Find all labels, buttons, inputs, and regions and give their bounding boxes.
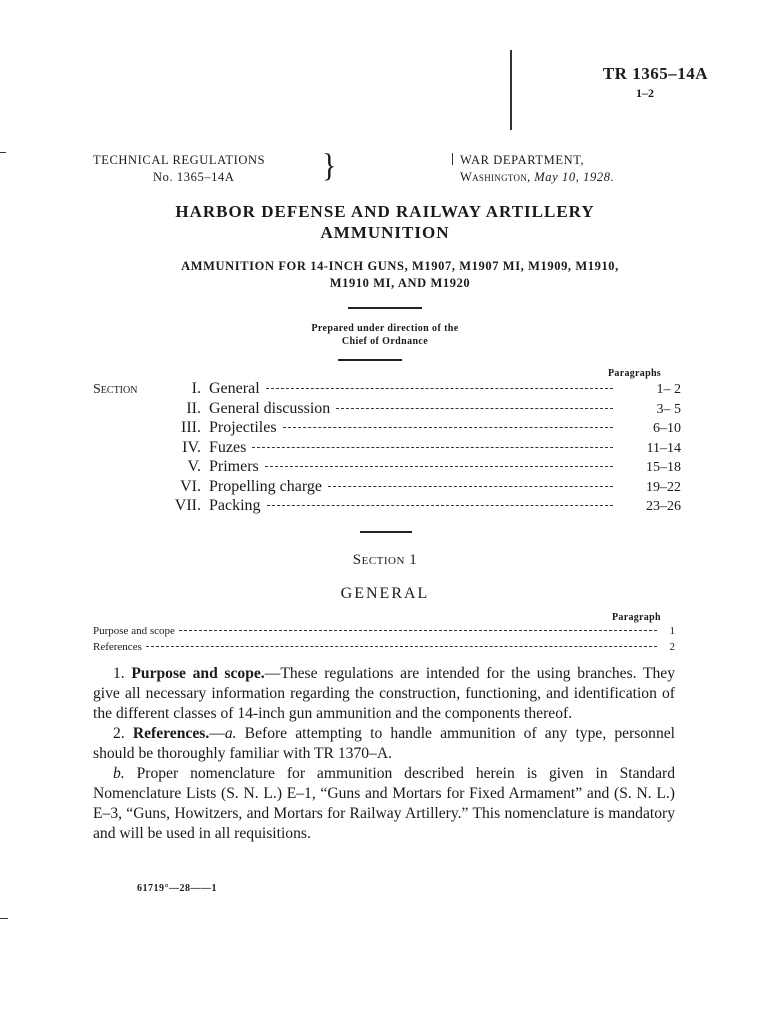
section-item-title: References bbox=[93, 641, 142, 653]
toc-roman: III. bbox=[181, 419, 201, 436]
section-item-paragraph: 1 bbox=[669, 625, 675, 637]
paragraph-dash: — bbox=[209, 725, 225, 742]
paragraph-number: 2. bbox=[113, 725, 125, 742]
toc-row bbox=[93, 458, 681, 478]
section-name: GENERAL bbox=[340, 585, 430, 602]
leader-dots bbox=[252, 447, 613, 448]
leader-dots bbox=[179, 630, 657, 631]
main-title-line2: AMMUNITION bbox=[320, 223, 450, 242]
paragraph-2b bbox=[93, 764, 675, 844]
toc-roman: VI. bbox=[180, 477, 201, 495]
regulation-label bbox=[93, 152, 265, 186]
leader-dots bbox=[328, 486, 613, 487]
department-name: WAR DEPARTMENT, bbox=[460, 153, 585, 167]
department-location bbox=[460, 169, 614, 186]
leader-dots bbox=[146, 646, 657, 647]
issue-date: May 10, 1928. bbox=[534, 170, 615, 184]
leader-dots bbox=[265, 466, 613, 467]
regulation-type: TECHNICAL REGULATIONS bbox=[93, 153, 266, 167]
page-number: 1–2 bbox=[636, 86, 654, 100]
leader-dots bbox=[266, 388, 613, 389]
table-of-contents bbox=[93, 380, 681, 517]
paragraph-text: —These regulations are intended for the using branches. They give all necessary information regarding the construction, functioning, and identification of the different classes of 14-inch gun ammunition and the components thereof. bbox=[93, 665, 675, 722]
leader-dots bbox=[336, 408, 613, 409]
toc-title: General bbox=[209, 380, 260, 397]
toc-title: General discussion bbox=[209, 399, 331, 417]
section-column-header: Paragraph bbox=[612, 612, 661, 623]
section-contents-row bbox=[93, 625, 675, 641]
toc-title: Projectiles bbox=[209, 419, 277, 436]
sub-title-line2: M1910 MI, AND M1920 bbox=[329, 276, 471, 290]
paragraph-text: Proper nomenclature for ammunition described herein is given in Standard Nomenclature Lists (S. N. L.) E–1, “Guns and Mortars for Fixed Armament” and (S. N. L.) E–3, “Guns, Howitzers, and Mortars for Railway Artillery.” This nomenclature is mandatory and will be used in all requisitions. bbox=[93, 765, 675, 842]
main-title bbox=[0, 201, 770, 243]
toc-paragraphs: 3– 5 bbox=[656, 401, 681, 417]
leader-dots bbox=[283, 427, 613, 428]
paragraph-heading: Purpose and scope. bbox=[131, 665, 265, 682]
toc-paragraphs: 19–22 bbox=[646, 479, 681, 495]
toc-row bbox=[93, 478, 681, 498]
body-text bbox=[93, 664, 675, 844]
subparagraph-letter: a. bbox=[224, 725, 237, 742]
toc-paragraphs: 23–26 bbox=[646, 499, 681, 514]
prepared-note bbox=[0, 322, 770, 348]
scan-mark bbox=[0, 918, 8, 919]
toc-paragraphs: 11–14 bbox=[646, 440, 681, 456]
toc-roman: V. bbox=[187, 458, 201, 475]
section-item-paragraph: 2 bbox=[669, 641, 675, 653]
section-contents-row bbox=[93, 641, 675, 657]
scan-mark-vertical bbox=[510, 50, 512, 130]
brace-glyph: } bbox=[322, 147, 337, 184]
department-block bbox=[460, 152, 614, 186]
header-divider bbox=[452, 153, 453, 165]
paragraph-text: Before attempting to handle ammunition of any type, personnel should be thoroughly familiar with TR 1370–A. bbox=[93, 725, 676, 762]
toc-paragraphs: 1– 2 bbox=[656, 382, 681, 397]
main-title-line1: HARBOR DEFENSE AND RAILWAY ARTILLERY bbox=[175, 202, 595, 221]
paragraph-number: 1. bbox=[113, 665, 125, 682]
subparagraph-letter: b. bbox=[113, 765, 125, 782]
paragraph-2 bbox=[93, 724, 675, 764]
section-item-title: Purpose and scope bbox=[93, 625, 175, 637]
sub-title-line1: AMMUNITION FOR 14-INCH GUNS, M1907, M1907 MI, M1909, M1910, bbox=[181, 259, 619, 273]
toc-row bbox=[93, 439, 681, 459]
prepared-line1: Prepared under direction of the bbox=[311, 323, 459, 334]
print-code: 61719°—28——1 bbox=[137, 883, 217, 894]
toc-roman: IV. bbox=[182, 438, 201, 456]
sub-title bbox=[60, 258, 740, 292]
toc-title: Propelling charge bbox=[209, 477, 323, 495]
paragraph-1 bbox=[93, 664, 675, 724]
prepared-line2: Chief of Ordnance bbox=[341, 336, 429, 347]
toc-title: Packing bbox=[209, 497, 261, 514]
toc-row bbox=[93, 400, 681, 420]
toc-roman: VII. bbox=[174, 497, 201, 514]
document-id: TR 1365–14A bbox=[602, 64, 708, 83]
toc-title: Fuzes bbox=[209, 438, 247, 456]
location-text: Washington, bbox=[460, 170, 531, 184]
divider-rule-3 bbox=[360, 531, 412, 533]
section-contents bbox=[93, 625, 675, 657]
toc-paragraphs: 6–10 bbox=[653, 421, 681, 436]
toc-title: Primers bbox=[209, 458, 259, 475]
regulation-number: No. 1365–14A bbox=[153, 170, 235, 184]
scan-mark bbox=[0, 152, 6, 153]
toc-roman: II. bbox=[186, 399, 201, 417]
toc-row bbox=[93, 380, 681, 400]
divider-rule-2 bbox=[338, 359, 402, 361]
toc-row bbox=[93, 497, 681, 517]
leader-dots bbox=[267, 505, 613, 506]
toc-row bbox=[93, 419, 681, 439]
divider-rule-1 bbox=[348, 307, 422, 309]
section-heading: Section 1 bbox=[352, 552, 418, 568]
toc-section-word: Section bbox=[93, 382, 138, 397]
toc-paragraphs: 15–18 bbox=[646, 460, 681, 475]
toc-roman: I. bbox=[191, 380, 201, 397]
paragraph-heading: References. bbox=[132, 725, 210, 742]
toc-column-header: Paragraphs bbox=[608, 368, 661, 379]
